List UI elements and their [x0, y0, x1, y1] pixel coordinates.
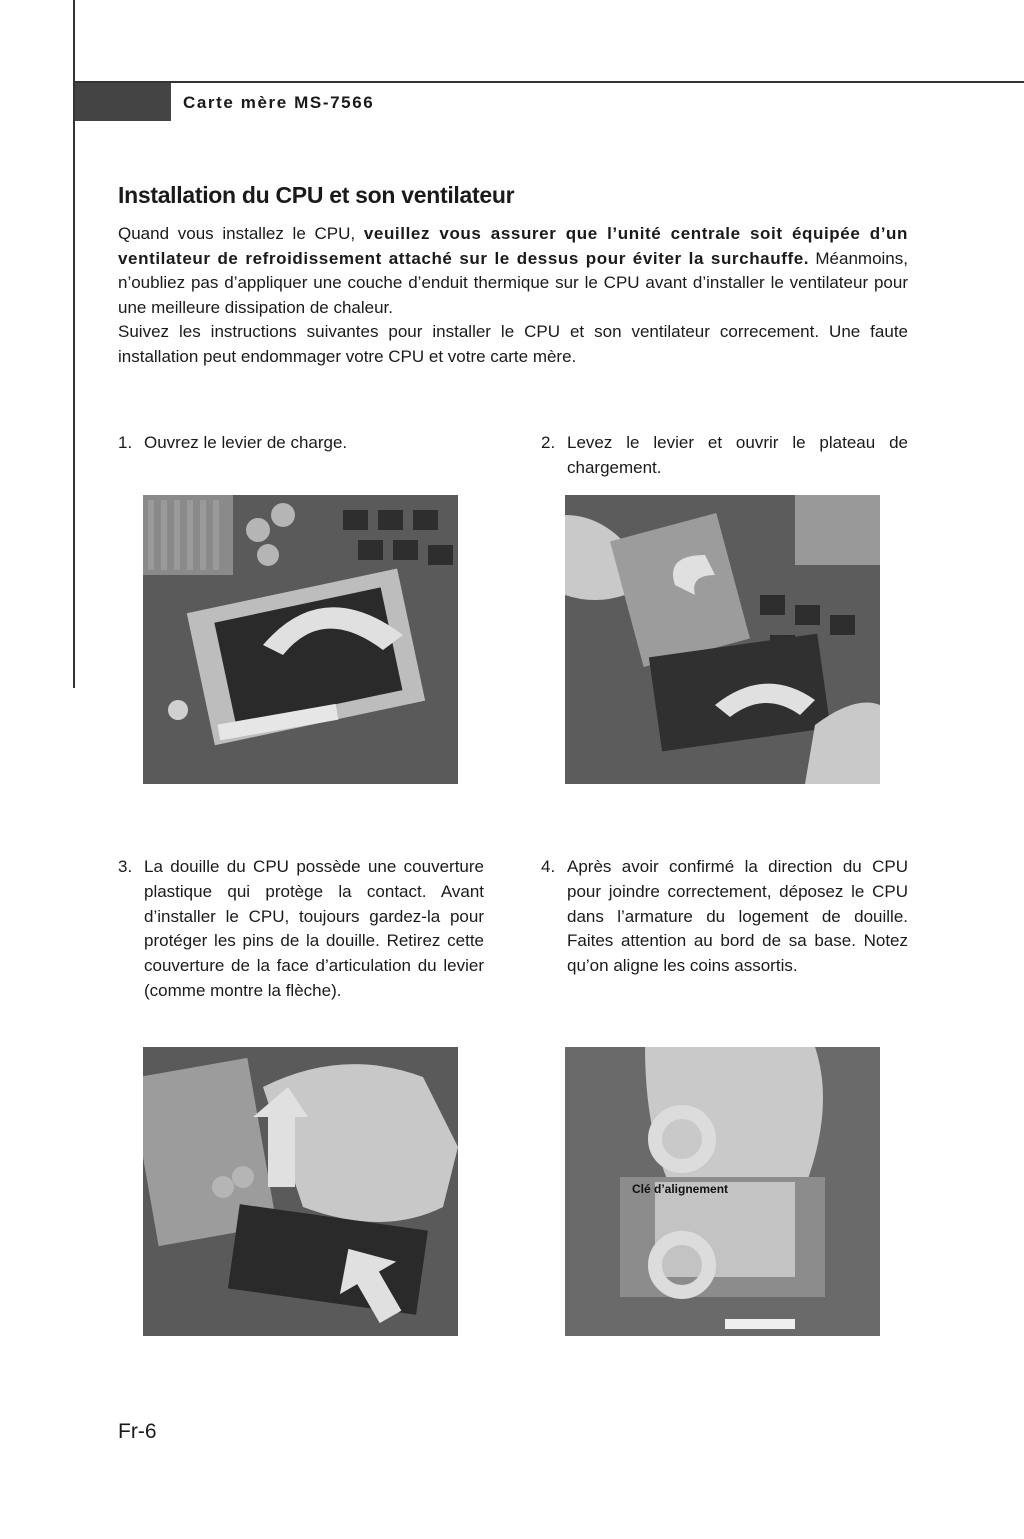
step-2 — [541, 431, 908, 481]
step-text: La douille du CPU possède une couverture plastique qui protège la contact. Avant d’installer le CPU, toujours gardez-la pour protéger les pins de la douille. Retirez cette couverture de la face d’articulation du levier (comme montre la flèche). — [144, 857, 484, 1000]
page-number: Fr-6 — [118, 1420, 157, 1443]
step-number: 3. — [118, 857, 133, 876]
step-3 — [118, 855, 484, 1004]
intro-text-normal: Quand vous installez le CPU, — [118, 224, 364, 243]
intro-text-normal-2: Méanmoins, n’oubliez pas d’appliquer une couche d’enduit thermique sur le CPU avant d’installer le ventilateur pour une meilleure dissipation de chaleur. — [118, 248, 908, 317]
header-title: Carte mère MS-7566 — [183, 93, 375, 112]
photo-remove-cover — [143, 1047, 458, 1336]
section-title: Installation du CPU et son ventilateur — [118, 182, 515, 208]
intro-text — [118, 222, 908, 369]
step-number: 2. — [541, 433, 556, 452]
photo-open-lever — [143, 495, 458, 784]
intro-paragraph-1 — [118, 222, 908, 320]
step-4 — [541, 855, 908, 979]
step-1 — [118, 431, 408, 456]
header-block — [75, 83, 171, 121]
header-rule — [73, 81, 1024, 83]
step-text: Ouvrez le levier de charge. — [144, 433, 348, 452]
step-number: 4. — [541, 857, 556, 876]
step-number: 1. — [118, 433, 133, 452]
intro-paragraph-2: Suivez les instructions suivantes pour installer le CPU et son ventilateur correcement. Une faute installation peut endommager votre CPU et votre carte mère. — [118, 322, 908, 366]
photo-lift-lever — [565, 495, 880, 784]
step-text: Après avoir confirmé la direction du CPU pour joindre correctement, déposez le CPU dans l’armature du logement de douille. Faites attention au bord de sa base. Notez qu’on aligne les coins assortis. — [567, 857, 908, 976]
step-text: Levez le levier et ouvrir le plateau de chargement. — [567, 433, 908, 477]
alignment-key-label: Clé d’alignement — [632, 1182, 729, 1196]
intro-text-bold: veuillez vous assurer que l’unité centrale soit équipée d’un ventilateur de refroidissement attaché sur le dessus pour éviter la surchauffe. — [118, 224, 908, 268]
